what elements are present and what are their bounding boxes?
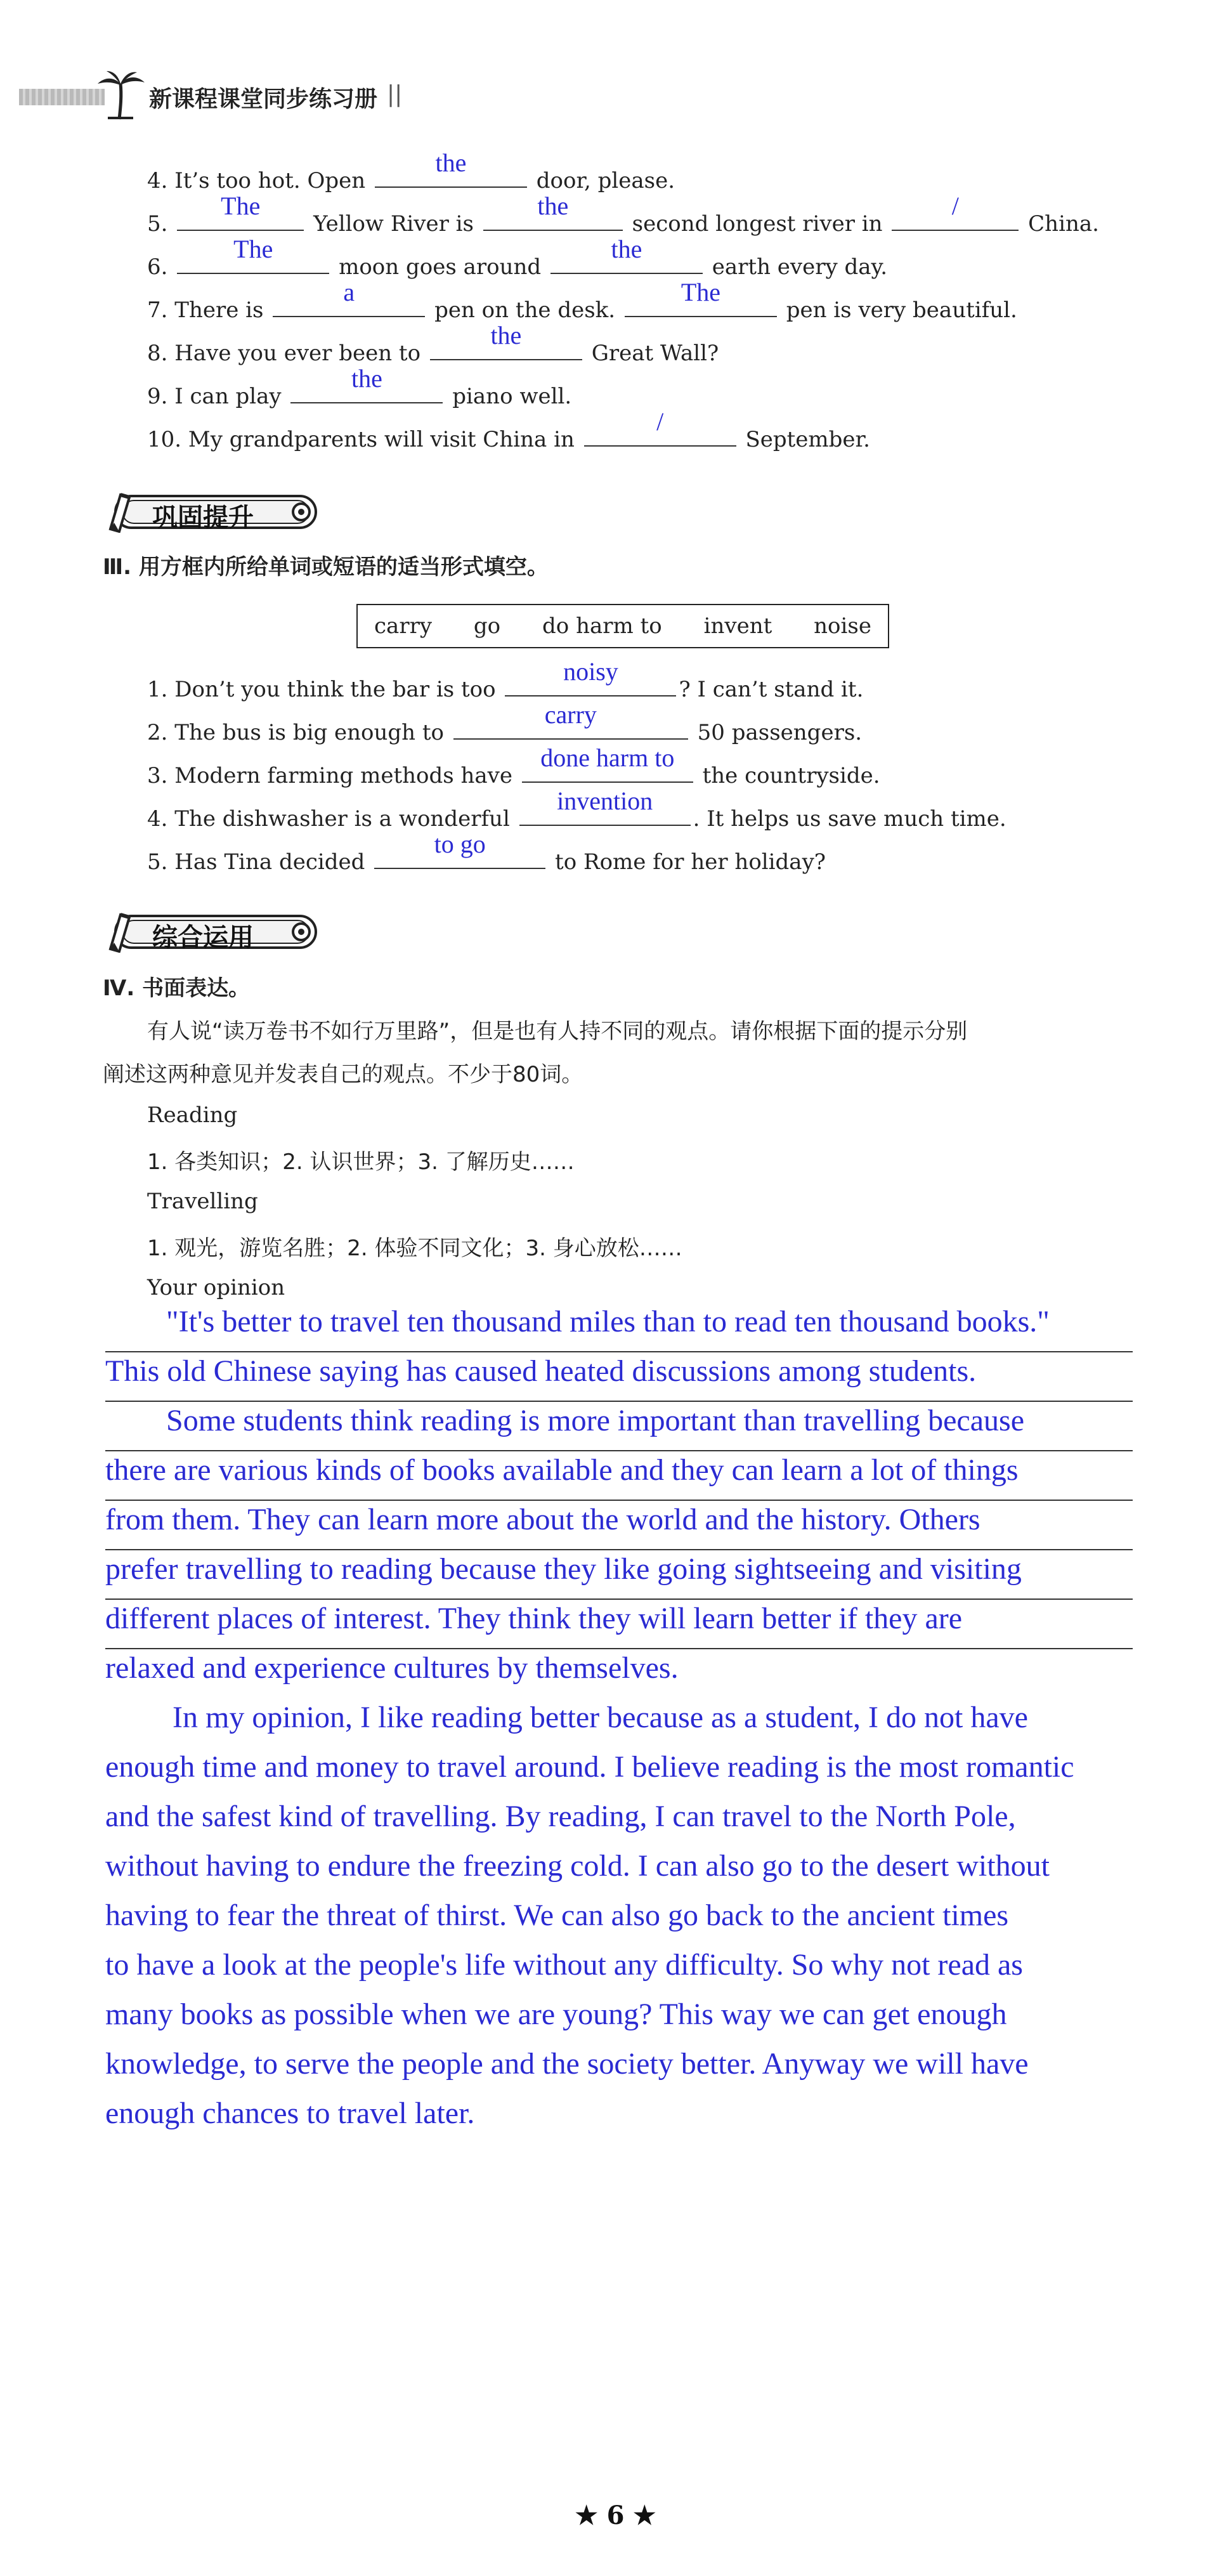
exercise-line-8: 8. Have you ever been to the Great Wall? [147,321,719,366]
section-badge-label: 巩固提升 [152,503,254,532]
writing-rule [105,1500,1133,1501]
header-separator: || [387,81,403,107]
section-heading-iv: Ⅳ. 书面表达。 [103,976,251,1001]
travelling-label: Travelling [147,1189,258,1214]
answer-blank[interactable]: the [290,379,443,403]
answer-blank[interactable]: The [625,293,777,317]
exercise-line-6: 6. The moon goes around the earth every day. [147,235,888,280]
writing-prompt-line-2: 阐述这两种意见并发表自己的观点。不少于80词。 [103,1062,583,1087]
answer-blank[interactable]: to go [374,845,545,869]
essay-line: "It's better to travel ten thousand miles than to read ten thousand books." [166,1305,1050,1338]
essay-line: from them. They can learn more about the world and the history. Others [105,1503,980,1536]
answer-blank[interactable]: The [177,250,329,274]
writing-rule [105,1599,1133,1600]
exercise-line-5: 5. The Yellow River is the second longest river in / China. [147,192,1099,237]
essay-line: different places of interest. They think they will learn better if they are [105,1602,963,1635]
palm-tree-icon [95,70,146,121]
answer-blank[interactable]: The [177,207,304,231]
consolidate-item-4: 4. The dishwasher is a wonderful invention . It helps us save much time. [147,787,1006,832]
pencil-icon [101,491,152,533]
essay-line: enough chances to travel later. [105,2096,475,2130]
reading-label: Reading [147,1102,238,1128]
badge-dot-icon [292,502,311,521]
reading-points: 1. 各类知识；2. 认识世界；3. 了解历史…… [147,1149,575,1175]
answer-blank[interactable]: noisy [505,672,676,696]
essay-line: relaxed and experience cultures by themselves. [105,1651,679,1685]
word-box-item: go [473,613,501,639]
header-stripe [19,89,105,105]
word-box-item: noise [814,613,871,639]
writing-prompt-line-1: 有人说“读万卷书不如行万里路”，但是也有人持不同的观点。请你根据下面的提示分别 [147,1019,968,1044]
answer-blank[interactable]: the [550,250,703,274]
consolidate-item-5: 5. Has Tina decided to go to Rome for her holiday? [147,830,826,875]
badge-dot-icon [292,922,311,941]
essay-line: many books as possible when we are young? This way we can get enough [105,1997,1007,2031]
exercise-line-4: 4. It’s too hot. Open the door, please. [147,148,675,193]
answer-blank[interactable]: the [375,164,527,188]
essay-line: enough time and money to travel around. I believe reading is the most romantic [105,1750,1074,1784]
header-title: 新课程课堂同步练习册 [149,86,378,112]
answer-blank[interactable]: / [892,207,1019,231]
writing-rule [105,1648,1133,1649]
travelling-points: 1. 观光，游览名胜；2. 体验不同文化；3. 身心放松…… [147,1236,682,1261]
section-badge-apply [101,911,323,953]
exercise-line-10: 10. My grandparents will visit China in / September. [147,407,870,452]
essay-line: having to fear the threat of thirst. We can also go back to the ancient times [105,1899,1009,1932]
answer-blank[interactable]: done harm to [522,759,693,783]
essay-line: Some students think reading is more important than travelling because [166,1404,1025,1437]
essay-line: knowledge, to serve the people and the society better. Anyway we will have [105,2047,1029,2081]
exercise-line-9: 9. I can play the piano well. [147,364,572,409]
essay-line: there are various kinds of books available and they can learn a lot of things [105,1453,1019,1487]
page-number: ★ 6 ★ [575,2501,656,2530]
consolidate-item-3: 3. Modern farming methods have done harm to the countryside. [147,743,880,788]
answer-blank[interactable]: the [483,207,623,231]
pencil-icon [101,911,152,953]
essay-line: In my opinion, I like reading better because as a student, I do not have [173,1701,1028,1734]
word-box-item: do harm to [542,613,662,639]
essay-line: This old Chinese saying has caused heated discussions among students. [105,1354,977,1388]
writing-rule [105,1351,1133,1352]
essay-line: and the safest kind of travelling. By reading, I can travel to the North Pole, [105,1800,1016,1833]
answer-blank[interactable]: invention [519,802,691,826]
writing-rule [105,1549,1133,1550]
exercise-line-7: 7. There is a pen on the desk. The pen is very beautiful. [147,278,1017,323]
essay-line: prefer travelling to reading because they like going sightseeing and visiting [105,1552,1022,1586]
answer-blank[interactable]: the [430,336,582,360]
answer-blank[interactable]: a [273,293,425,317]
answer-blank[interactable]: / [584,422,736,447]
word-box-item: invent [703,613,772,639]
answer-blank[interactable]: carry [453,716,688,740]
section-badge-label: 综合运用 [152,923,254,952]
essay-line: to have a look at the people's life without any difficulty. So why not read as [105,1948,1023,1982]
word-box-item: carry [374,613,433,639]
section-badge-consolidate [101,491,323,533]
opinion-label: Your opinion [147,1275,285,1300]
page-header [19,70,412,121]
section-heading-iii: Ⅲ. 用方框内所给单词或短语的适当形式填空。 [103,554,549,580]
consolidate-item-1: 1. Don’t you think the bar is too noisy ? I can’t stand it. [147,657,864,702]
essay-line: without having to endure the freezing cold. I can also go to the desert without [105,1849,1050,1883]
word-box [356,604,889,648]
writing-rule [105,1401,1133,1402]
writing-rule [105,1450,1133,1451]
consolidate-item-2: 2. The bus is big enough to carry 50 passengers. [147,700,863,745]
